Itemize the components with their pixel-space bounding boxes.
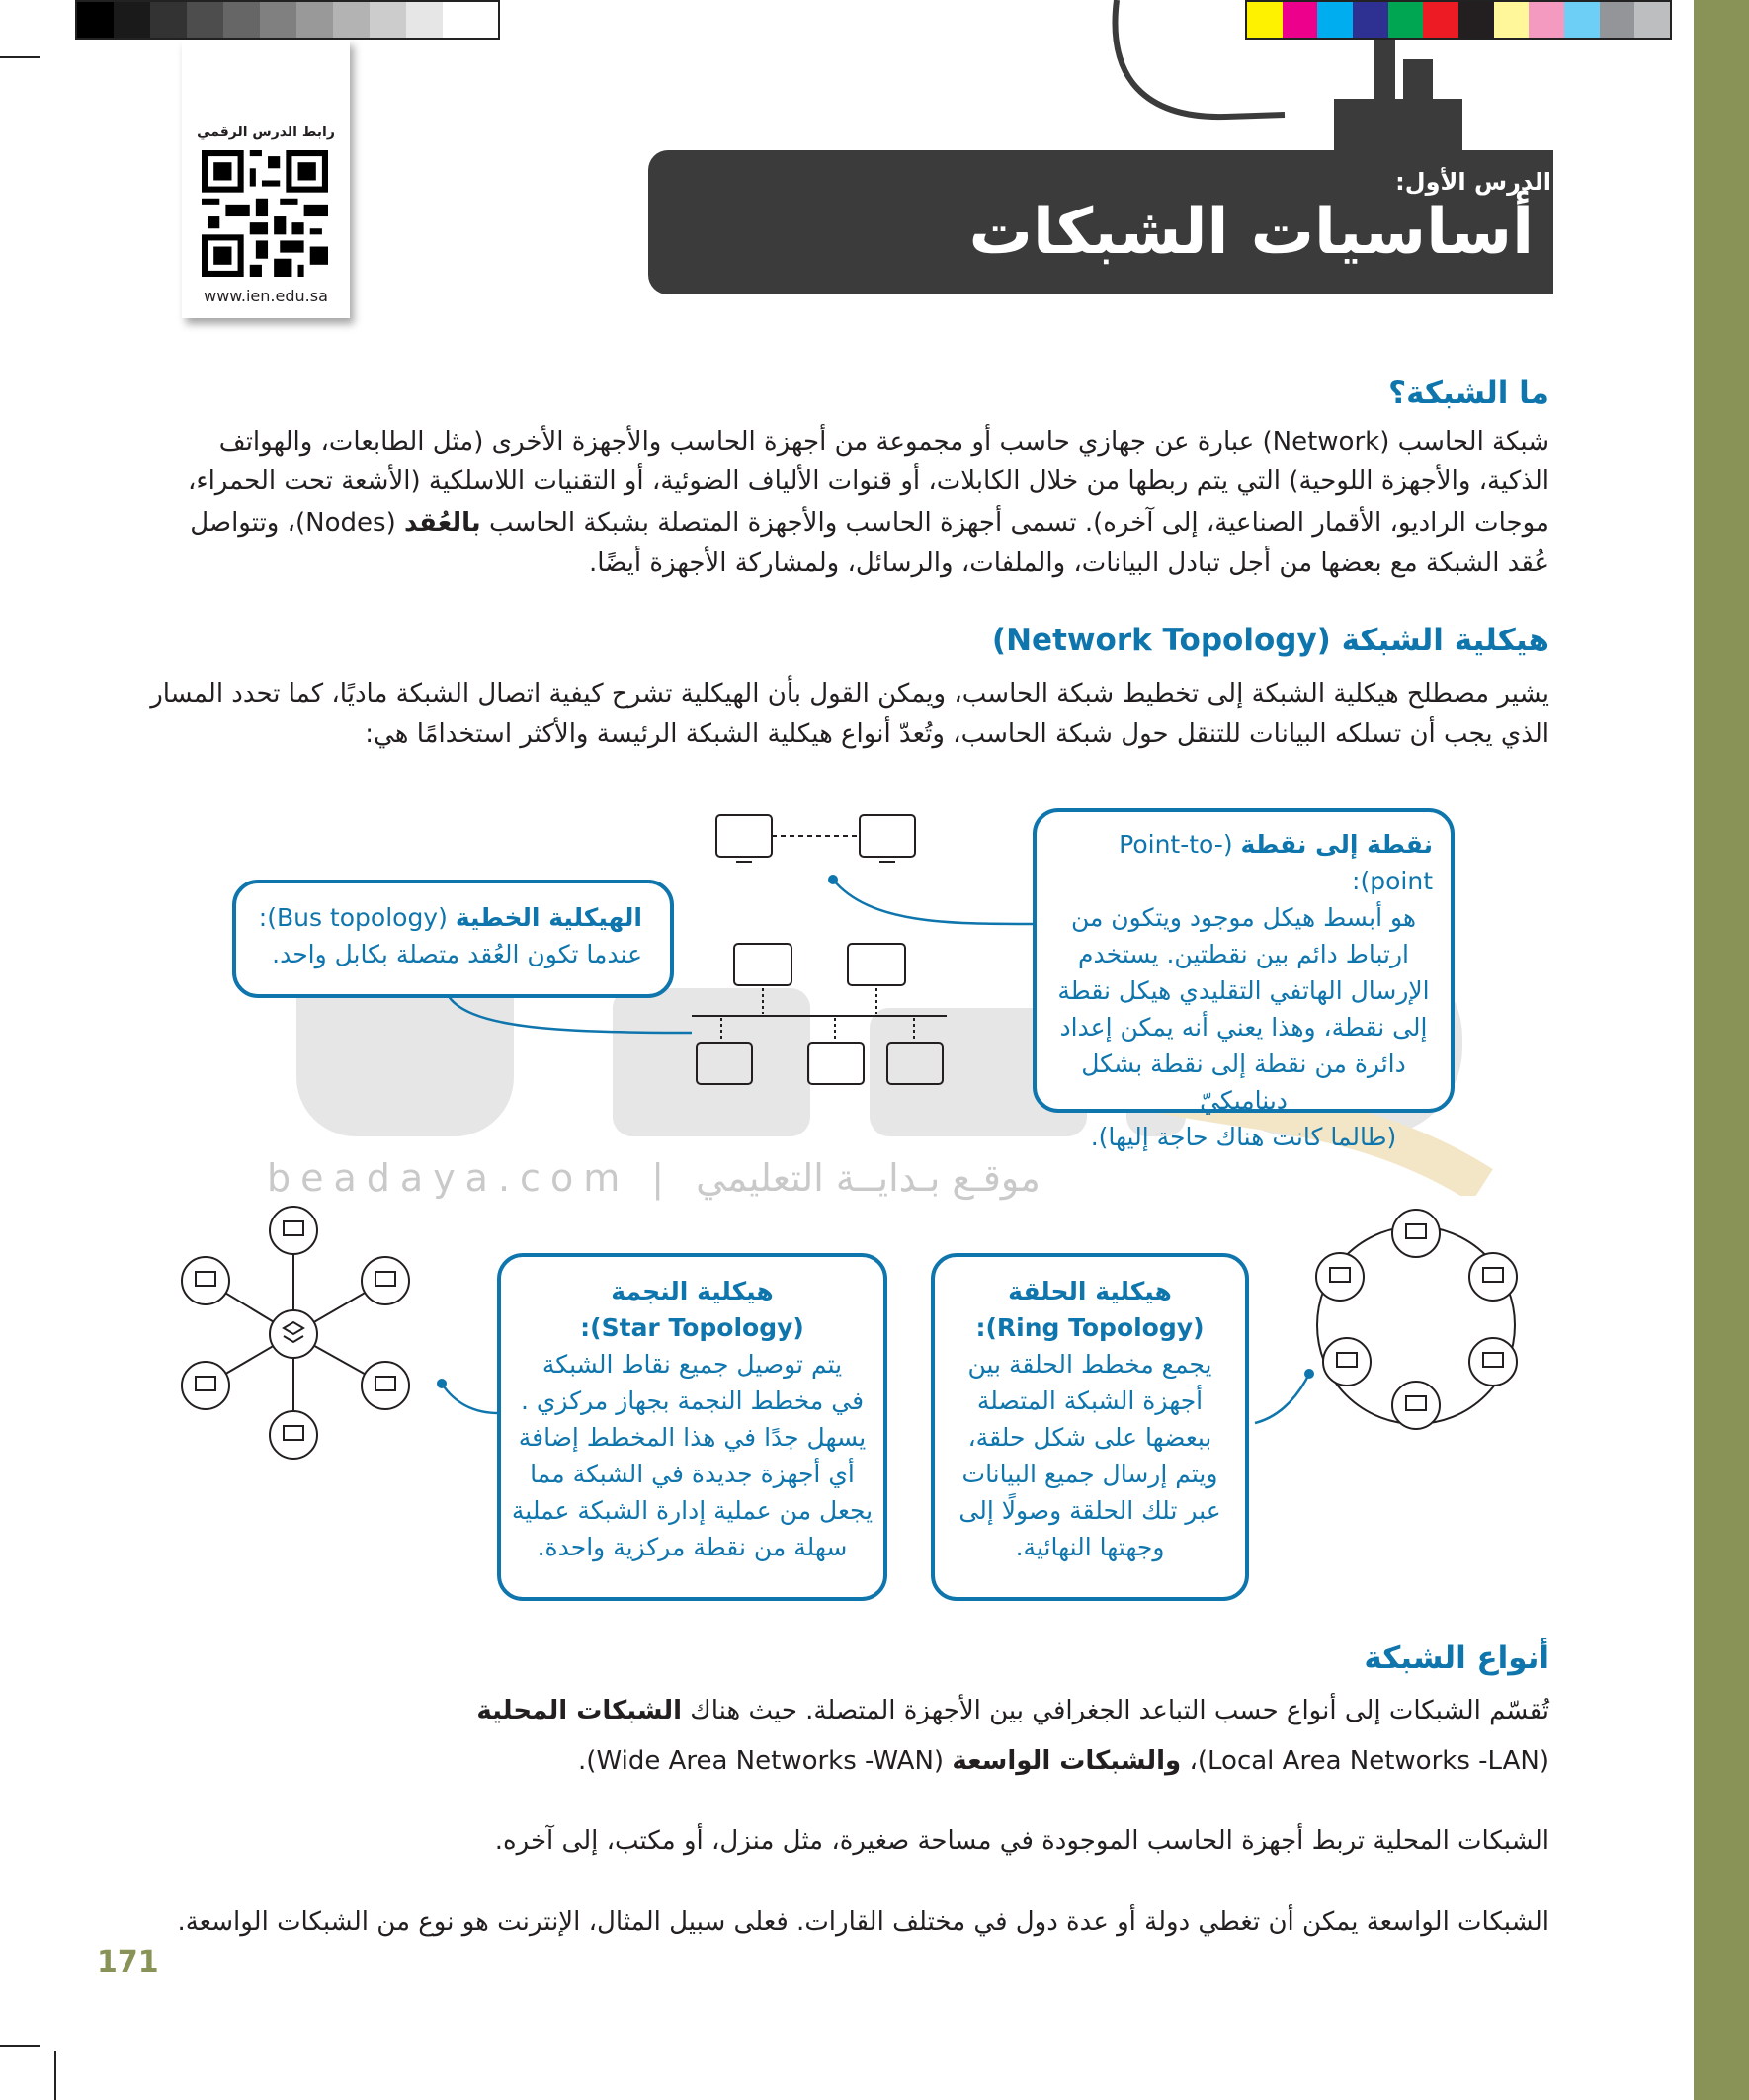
paragraph-line: (Local Area Networks -LAN)، والشبكات الواسعة (Wide Area Networks -WAN). (578, 1746, 1549, 1776)
callout-star-topology: هيكلية النجمة (Star Topology): يتم توصيل جميع نقاط الشبكة في مخطط النجمة بجهاز مركزي . يسهل جدًا في هذا المخطط إضافة أي أجهزة جديدة في الشبكة مما يجعل من عملية إدارة الشبكة عملية سهلة من نقطة مركزية واحدة. (497, 1253, 887, 1601)
page-number: 171 (97, 1945, 159, 1979)
watermark-text: beadaya.com | موقـع بـدايــة التعليمي (267, 1156, 1041, 1200)
paragraph-line: شبكة الحاسب (Network) عبارة عن جهازي حاسب أو مجموعة من أجهزة الحاسب والأجهزة الأخرى (مثل الطابعات، والهواتف (218, 427, 1549, 457)
bus-diagram (692, 944, 947, 1084)
paragraph-line: الشبكات المحلية تربط أجهزة الحاسب الموجودة في مساحة صغيرة، مثل منزل، أو مكتب، إلى آخره. (494, 1826, 1549, 1856)
paragraph-line: تُقسّم الشبكات إلى أنواع حسب التباعد الجغرافي بين الأجهزة المتصلة. حيث هناك الشبكات المحلية (476, 1696, 1549, 1725)
paragraph-line: عُقد الشبكة مع بعضها من أجل تبادل البيانات، والملفات، والرسائل، ولمشاركة الأجهزة أيضًا. (588, 548, 1549, 578)
paragraph-line: الذكية، والأجهزة اللوحية) التي يتم ربطها من خلال الكابلات، أو قنوات الألياف الضوئية، أو التقنيات اللاسلكية (الأشعة تحت الحمراء، (187, 466, 1549, 496)
paragraph-line: الذي يجب أن تسلكه البيانات للتنقل حول شبكة الحاسب، وتُعدّ أنواع هيكلية الشبكة الرئيسة والأكثر استخدامًا هي: (365, 719, 1549, 749)
qr-caption: رابط الدرس الرقمي (197, 125, 335, 140)
paragraph-line: يشير مصطلح هيكلية الشبكة إلى تخطيط شبكة الحاسب، ويمكن القول بأن الهيكلية تشرح كيفية اتصال الشبكة ماديًا، كما تحدد المسار (150, 679, 1549, 709)
section-heading-network-types: أنواع الشبكة (1364, 1640, 1549, 1676)
star-diagram (182, 1207, 409, 1459)
callout-ring-topology: هيكلية الحلقة (Ring Topology): يجمع مخطط الحلقة بين أجهزة الشبكة المتصلة ببعضها على شكل حلقة، ويتم إرسال جميع البيانات عبر تلك الحلقة وصولًا إلى وجهتها النهائية. (931, 1253, 1249, 1601)
callout-point-to-point: نقطة إلى نقطة (Point-to-point): هو أبسط هيكل موجود ويتكون من ارتباط دائم بين نقطتين. يستخدم الإرسال الهاتفي التقليدي هيكل نقطة إلى نقطة، وهذا يعني أنه يمكن إعداد دائرة من نقطة إلى نقطة بشكل ديناميكيّ (طالما كانت هناك حاجة إليها). (1033, 808, 1455, 1113)
section-heading-what-is-network: ما الشبكة؟ (1388, 376, 1549, 411)
qr-url[interactable]: www.ien.edu.sa (204, 287, 328, 305)
lesson-label: الدرس الأول: (1395, 168, 1551, 196)
section-heading-topology: هيكلية الشبكة (Network Topology) (991, 623, 1549, 658)
p2p-diagram (716, 815, 915, 862)
paragraph-line: الشبكات الواسعة يمكن أن تغطي دولة أو عدة دول في مختلف القارات. فعلى سبيل المثال، الإنترنت هو نوع من الشبكات الواسعة. (177, 1907, 1549, 1937)
lesson-title: أساسيات الشبكات (968, 196, 1534, 269)
paragraph-line: موجات الراديو، الأقمار الصناعية، إلى آخره). تسمى أجهزة الحاسب والأجهزة المتصلة بشبكة الحاسب بالعُقد (Nodes)، وتتواصل (190, 508, 1549, 538)
ring-diagram (1316, 1210, 1517, 1429)
callout-bus-topology: الهيكلية الخطية (Bus topology): عندما تكون العُقد متصلة بكابل واحد. (232, 880, 674, 998)
